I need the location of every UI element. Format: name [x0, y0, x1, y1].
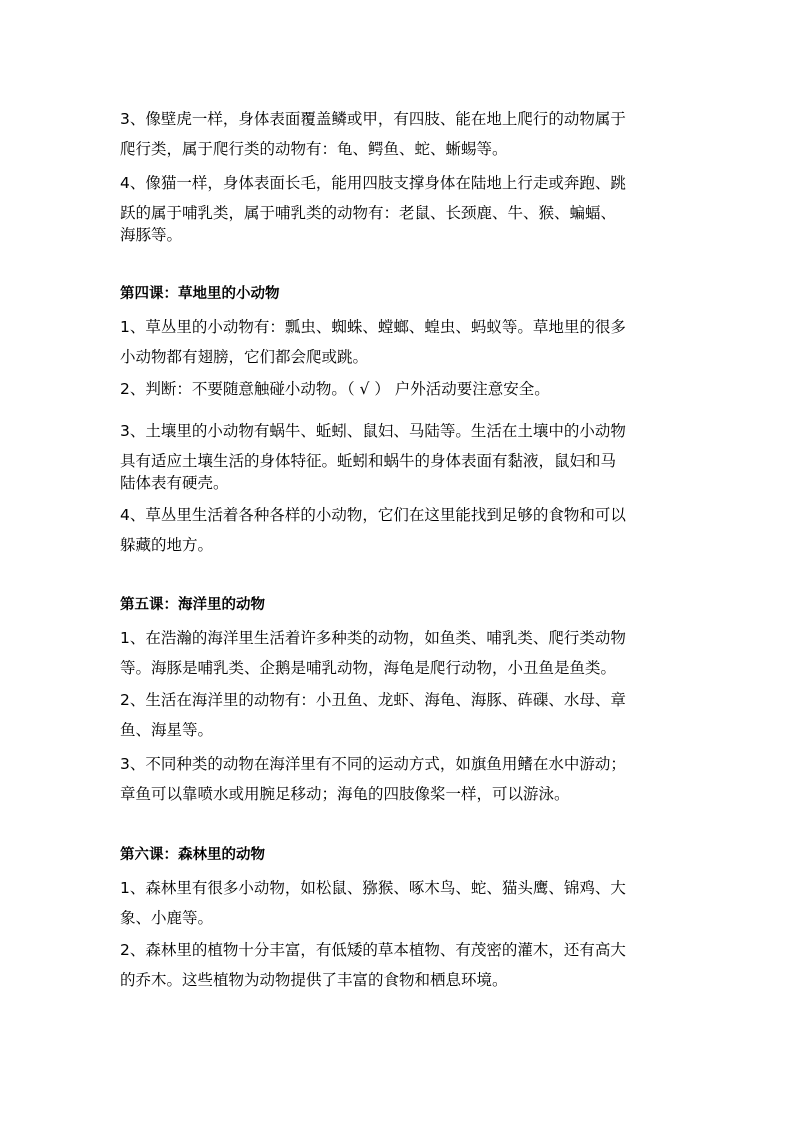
text-line: 1、草丛里的小动物有：瓢虫、蜘蛛、螳螂、蝗虫、蚂蚁等。草地里的很多	[120, 318, 626, 336]
lesson-5-paragraph-3	[120, 749, 685, 809]
lesson-4-heading: 第四课：草地里的小动物	[120, 286, 280, 302]
text-line: 象、小鹿等。	[120, 909, 214, 927]
text-line: 等。海豚是哺乳类、企鹅是哺乳动物，海龟是爬行动物，小丑鱼是鱼类。	[120, 659, 617, 677]
text-line: 跃的属于哺乳类，属于哺乳类的动物有：老鼠、长颈鹿、牛、猴、蝙蝠、	[120, 204, 617, 222]
lesson-6-paragraph-2	[120, 935, 685, 995]
lesson-5-heading: 第五课：海洋里的动物	[120, 597, 265, 613]
lesson-4-paragraph-4	[120, 500, 685, 560]
text-line: 1、森林里有很多小动物，如松鼠、猕猴、啄木鸟、蛇、猫头鹰、锦鸡、大	[120, 879, 626, 897]
text-line: 鱼、海星等。	[120, 721, 214, 739]
text-line: 4、草丛里生活着各种各样的小动物，它们在这里能找到足够的食物和可以	[120, 506, 626, 524]
text-line: 章鱼可以靠喷水或用腕足移动；海龟的四肢像桨一样，可以游泳。	[120, 785, 570, 803]
paragraph-mammals	[120, 168, 685, 250]
text-line: 3、土壤里的小动物有蜗牛、蚯蚓、鼠妇、马陆等。生活在土壤中的小动物	[120, 422, 626, 440]
lesson-4-paragraph-1	[120, 312, 685, 372]
lesson-4-paragraph-2	[120, 374, 685, 404]
lesson-6-heading: 第六课：森林里的动物	[120, 847, 265, 863]
text-line: 2、生活在海洋里的动物有：小丑鱼、龙虾、海龟、海豚、砗磲、水母、章	[120, 691, 626, 709]
text-line: 2、判断：不要随意触碰小动物。（ √ ） 户外活动要注意安全。	[120, 380, 550, 398]
text-line: 2、森林里的植物十分丰富，有低矮的草本植物、有茂密的灌木，还有高大	[120, 941, 626, 959]
text-line: 4、像猫一样，身体表面长毛，能用四肢支撑身体在陆地上行走或奔跑、跳	[120, 174, 626, 192]
text-line: 3、像壁虎一样，身体表面覆盖鳞或甲，有四肢、能在地上爬行的动物属于	[120, 110, 626, 128]
text-line: 小动物都有翅膀，它们都会爬或跳。	[120, 348, 369, 366]
text-line: 陆体表有硬壳。	[120, 474, 229, 492]
lesson-5-paragraph-1	[120, 623, 685, 683]
lesson-5-paragraph-2	[120, 685, 685, 745]
paragraph-reptiles	[120, 104, 685, 164]
text-line: 爬行类，属于爬行类的动物有：龟、鳄鱼、蛇、蜥蜴等。	[120, 140, 508, 158]
lesson-6-paragraph-1	[120, 873, 685, 933]
text-line: 海豚等。	[120, 226, 183, 244]
text-line: 1、在浩瀚的海洋里生活着许多种类的动物，如鱼类、哺乳类、爬行类动物	[120, 629, 626, 647]
text-line: 3、不同种类的动物在海洋里有不同的运动方式，如旗鱼用鳍在水中游动；	[120, 755, 626, 773]
text-line: 的乔木。这些植物为动物提供了丰富的食物和栖息环境。	[120, 971, 508, 989]
lesson-4-paragraph-3	[120, 416, 685, 498]
text-line: 躲藏的地方。	[120, 536, 214, 554]
text-line: 具有适应土壤生活的身体特征。蚯蚓和蜗牛的身体表面有黏液，鼠妇和马	[120, 452, 617, 470]
